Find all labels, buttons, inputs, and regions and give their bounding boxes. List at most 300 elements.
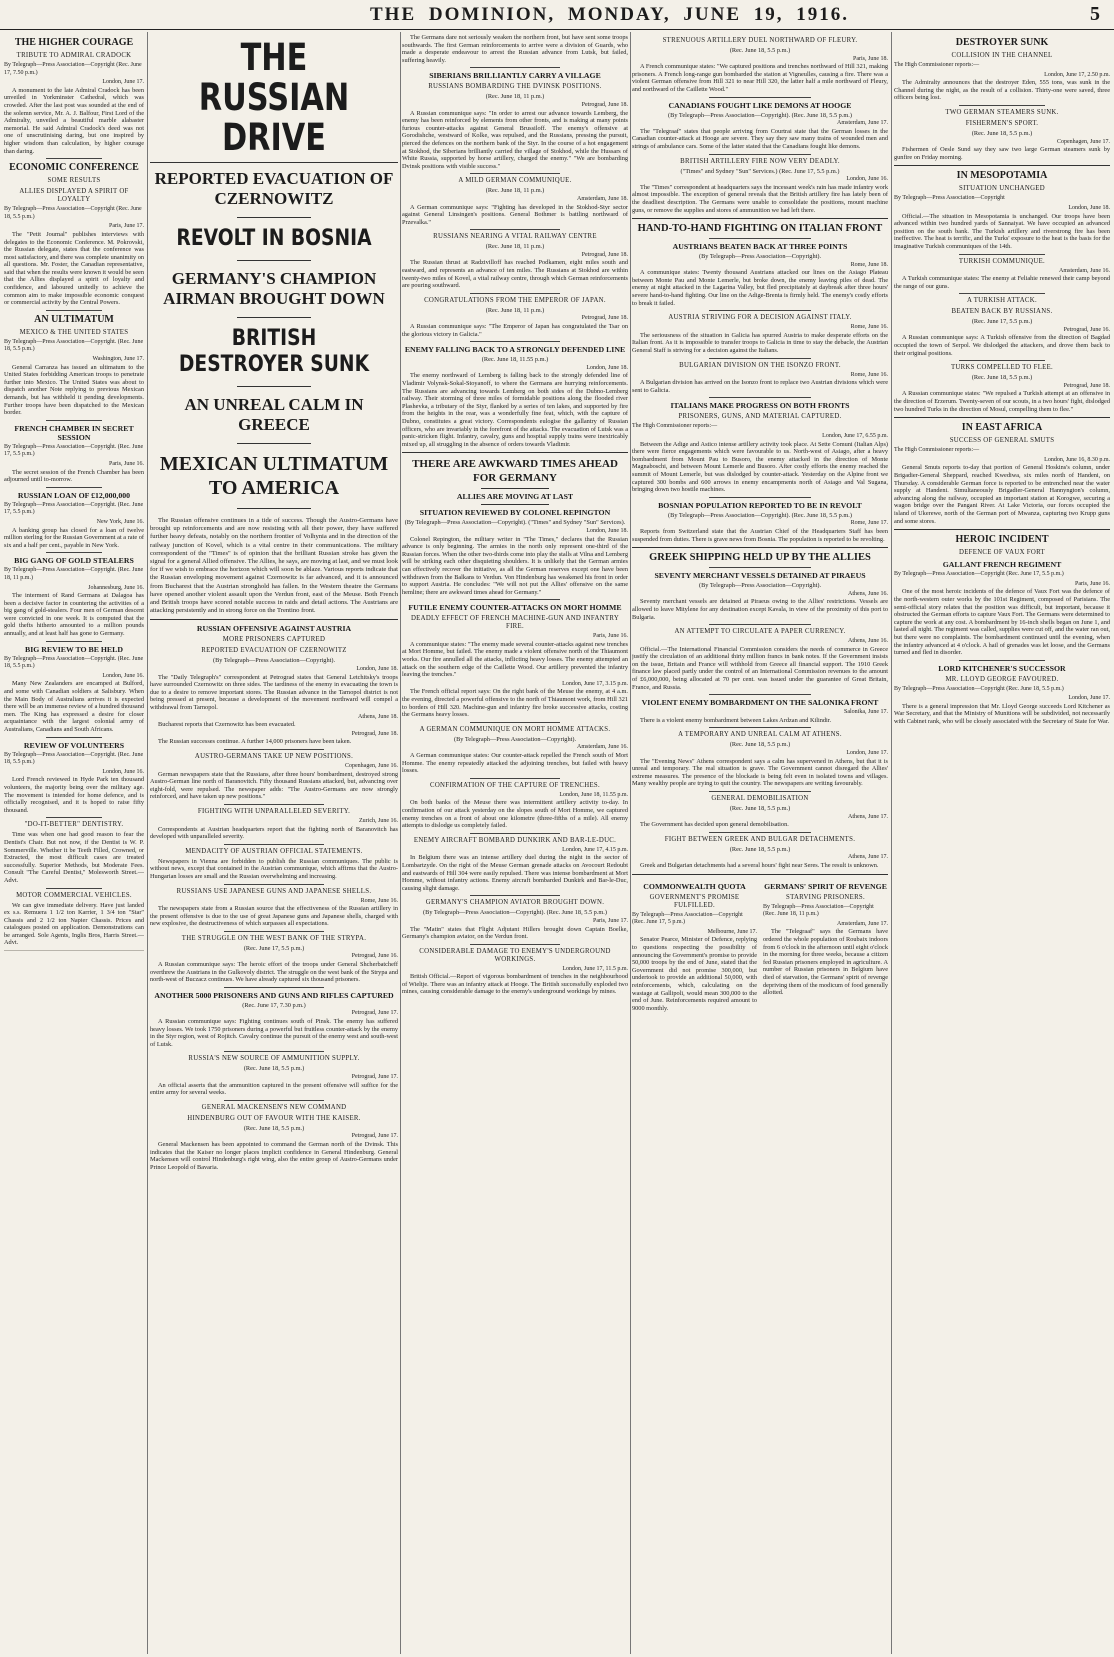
subheadline: PRISONERS, GUNS, AND MATERIAL CAPTURED.	[678, 413, 842, 421]
article-text: A communique states: Twenty thousand Austrians attacked our lines on the Asiago Plateau between Monte Pau and Monte Lemerle, but broke down, the enemy leaving piles of dead. The enemy at night attacked in the Lagarina Valley, but fled precipitately at daybreak after three hours' severe hand-to-hand fighting. Our line on the Adige-Brenta is firmly held. The enemy's costly efforts to break it failed.	[632, 269, 888, 307]
dateline: Rome, June 16.	[360, 897, 398, 904]
article-text: Between the Adige and Astico intense artillery activity took place. At Sette Comuni (Italian Alps) there were fierce engagements which were favourable to us. North-west of Asiago, after a heavy bombardment from Mount Pau to Busoro, the enemy attacked in the direction of Monte Magnaboschi, and between Mount Lemerle and Busoro. After costly efforts the enemy reached the summit of Mount Lemerle, but was dislodged by counter-attack. Yesterday on the Alpine front we captured 300 bombs and 600 arrows in enemy encampments north of Asiago and Val Sugana, bringing down two hostile machines.	[632, 440, 888, 494]
dateline: London, June 18.	[356, 666, 398, 673]
article-text: The "Times" correspondent at headquarters says the incessant week's rain has made infantry work almost impossible. The exception of general reveals that the British artillery fire has lately been of the deadliest description. The Germans were unable to consolidate the positions, mount machine guns, or remove the supplies and stores of ammunition we had left there.	[632, 183, 888, 214]
divider	[402, 452, 628, 453]
divider	[959, 293, 1045, 294]
article-text: Reports from Switzerland state that the Austrian Chief of the Headquarters Staff has been suspended from duties. There is grave news from Bosnia. The population is reported to be revolting.	[632, 527, 888, 543]
divider	[46, 310, 102, 311]
headline: BOSNIAN POPULATION REPORTED TO BE IN REVOLT	[658, 500, 862, 510]
headline: TURKS COMPELLED TO FLEE.	[950, 364, 1054, 372]
headline: SITUATION REVIEWED BY COLONEL REPINGTON	[419, 508, 611, 518]
byline: By Telegraph—Press Association—Copyright (Rec. June 17, 7.50 p.m.)	[4, 62, 142, 76]
headline: FIGHT BETWEEN GREEK AND BULGAR DETACHMENTS.	[664, 835, 856, 843]
headline: THE STRUGGLE ON THE WEST BANK OF THE STRYPA.	[181, 934, 367, 942]
dateline: Amsterdam, June 16.	[577, 744, 628, 751]
article-text: General Carranza has issued an ultimatum to the United States forbidding American troops to penetrate further into Mexico. The United States was about to dispatch another Note replying to previous Mexican demands, but has withheld it pending developments. Further troops have been dispatched to the Mexican border.	[4, 363, 144, 417]
divider	[709, 567, 811, 568]
byline: (By Telegraph—Press Association—Copyright).	[698, 582, 822, 590]
byline: (By Telegraph—Press Association—Copyright).	[698, 253, 822, 261]
divider	[959, 360, 1045, 361]
column-1	[4, 34, 144, 1650]
article-text: There is a violent enemy bombardment between Lakes Ardzan and Kilindir.	[640, 716, 832, 724]
article-text: British Official.—Report of vigorous bombardment of trenches in the neighbourhood of Wieltje. There was an infantry attack at Hooge. The British successfully exploded two mines, causing considerable damage to the enemy's underground workings by mines.	[402, 973, 628, 996]
article-text: The seriousness of the situation in Galicia has spurred Austria to make desperate efforts on the Italian front. As it is impossible to transfer troops to Galicia in time to stay the debacle, the Austrian General Staff is striving for a decision against the Italians.	[632, 331, 888, 355]
page-number: 5	[1090, 3, 1100, 25]
column-2	[150, 34, 398, 1650]
divider	[470, 722, 560, 723]
article-text: The secret session of the French Chamber has been adjourned until to-morrow.	[4, 468, 144, 484]
headline: CONGRATULATIONS FROM THE EMPEROR OF JAPAN.	[424, 296, 606, 304]
subheadline: ALLIES ARE MOVING AT LAST	[456, 492, 574, 502]
headline: AN ATTEMPT TO CIRCULATE A PAPER CURRENCY.	[674, 628, 846, 636]
subheadline: SOME RESULTS	[47, 177, 101, 185]
commonwealth-article	[632, 879, 757, 1015]
byline: (Rec. June 18, 5.5 p.m.)	[729, 47, 791, 54]
subheadline: TRIBUTE TO ADMIRAL CRADOCK	[16, 52, 132, 59]
article-text: Fishermen of Oesle Sund say they saw two large German steamers sunk by gunfire on Friday morning.	[894, 146, 1110, 161]
headline: THE HIGHER COURAGE	[14, 37, 134, 48]
article-text: On both banks of the Meuse there was intermittent artillery activity to-day. In confirmation of our attack yesterday on the slopes south of Mort Homme, we captured enemy trenches on a front of about one kilometre (three-fifths of a mile). All enemy attempts to dislodge us completely failed.	[402, 799, 628, 830]
dateline: London, June 18.	[586, 364, 628, 371]
headline: ENEMY FALLING BACK TO A STRONGLY DEFENDED LINE	[404, 345, 626, 355]
dateline: Petrograd, June 18.	[351, 730, 398, 737]
subheadline: DEFENCE OF VAUX FORT	[959, 549, 1045, 557]
headline: HEROIC INCIDENT	[955, 534, 1049, 546]
byline: (Rec. June 18, 5.5 p.m.)	[729, 845, 791, 853]
subheadline: HINDENBURG OUT OF FAVOUR WITH THE KAISER.	[187, 1114, 361, 1122]
subheadline: BEATEN BACK BY RUSSIANS.	[951, 308, 1053, 316]
divider	[632, 874, 888, 875]
headline: DESTROYER SUNK	[955, 37, 1049, 48]
headline: REVIEW OF VOLUNTEERS	[23, 740, 125, 750]
byline: (Rec. June 18, 5.5 p.m.)	[971, 374, 1033, 382]
divider	[709, 497, 811, 498]
headline: ECONOMIC CONFERENCE	[9, 162, 139, 174]
article-text: The "Daily Telegraph's" correspondent at Petrograd states that General Letchitsky's troops have surrounded Czernowitz on three sides. The tardiness of the enemy in evacuating the town is due to a desire to remove important stores. The Russian advance in the Tarnopol district is not being pressed at present, because a development of the movement northward will compel a withdrawal from Tarnopol.	[150, 673, 398, 711]
headline: RUSSIAN OFFENSIVE AGAINST AUSTRIA	[196, 624, 352, 634]
divider	[237, 386, 311, 387]
main-subheadline: MEXICAN ULTIMATUM TO AMERICA	[159, 453, 389, 499]
dateline: Petrograd, June 17.	[351, 1133, 398, 1140]
byline: The High Commissioner reports:—	[894, 62, 980, 68]
byline: (Rec. June 18, 11 p.m.)	[485, 306, 545, 314]
divider	[150, 162, 398, 163]
dateline: Paris, June 16.	[593, 633, 628, 640]
article-text: Lord French reviewed in Hyde Park ten thousand volunteers, the majority being over the military age. The movement is intended for home defence, and is officially recognised, and it is hoped to raise fifty thousand.	[4, 776, 144, 814]
divider	[894, 165, 1110, 166]
article-text: The "Evening News" Athens correspondent says a calm has supervened in Athens, but that it is unreal and temporary. The real situation is grave. The Government cannot disregard the Allies' extreme measures. The presence of the blockade is being felt even in isolated towns and villages. Many wealthy people are trying to quit the country. The newspapers are writing favourably.	[632, 757, 888, 788]
byline: (Rec. June 17, 7.30 p.m.)	[242, 1001, 306, 1009]
advertisement-text: We can give immediate delivery. Have just landed ex s.s. Remuera 1 1/2 ton Karrier, 1 3/4 ton "Star" Chassis and 2 1/2 ton Napier Chassis. Prices and catalogues posted on application. Demonstrations can be arranged. Sole Agents, Inglis Bros, Harris Street.—Advt.	[4, 901, 144, 947]
headline: ITALIANS MAKE PROGRESS ON BOTH FRONTS	[670, 401, 850, 411]
headline: IN EAST AFRICA	[961, 422, 1043, 434]
headline: A TURKISH ATTACK.	[967, 297, 1037, 305]
article-text: The French official report says: On the right bank of the Meuse the enemy, at 4 a.m. the evening, directed a powerful offensive to the north of Thiaumont work, from Hill 321 to borders of Hill 320. Machine-gun and infantry fire broke successive attacks, costing the Germans heavy losses.	[402, 688, 628, 719]
headline: A TEMPORARY AND UNREAL CALM AT ATHENS.	[678, 731, 842, 739]
headline: COMMONWEALTH QUOTA	[643, 881, 746, 891]
column-4	[632, 34, 888, 1650]
byline: (Rec. June 18, 11 p.m.)	[485, 243, 545, 251]
divider	[224, 844, 323, 845]
headline: GERMANS' SPIRIT OF REVENGE	[764, 881, 887, 891]
dateline: Rome, June 18.	[850, 261, 888, 268]
byline: The High Commissioner reports:—	[632, 423, 718, 430]
divider	[470, 173, 560, 174]
article-text: General Mackensen has been appointed to command the German north of the Dvinsk. This indicates that the Kaiser no longer places implicit confidence in General Hindenburg. General Mackensen will control Hindenburg's right wing, also the entire group of Austro-Germans under Prince Leopold of Bavaria.	[150, 1140, 398, 1171]
headline: ENEMY AIRCRAFT BOMBARD DUNKIRK AND BAR-LE-DUC.	[413, 836, 617, 844]
dateline: London, June 17, 3.15 p.m.	[562, 680, 628, 687]
byline: By Telegraph—Press Association—Copyright. (Rec. June 18, 5.5 p.m.)	[4, 751, 144, 766]
byline: (Rec. June 18, 5.5 p.m.)	[243, 1124, 305, 1132]
article-text: The "Telegraaf" says the Germans have ordered the whole population of Roubaix indoors from 6 o'clock in the afternoon until eight o'clock in the morning for three weeks, because a citizen fed Russian prisoners employed in agriculture. A number of Russian prisoners in Belgium have died of starvation, the Germans' spirit of revenge depriving them of the modicum of food generally allotted.	[763, 928, 888, 997]
dateline: London, June 18.	[586, 527, 628, 534]
article-text: A French communique states: "We captured positions and trenches northward of Hill 321, making prisoners. A French long-range gun bombarded the station at Vigneulles, causing a fire. There was a violent German offensive from Hill 321 to near Hill 320, the latter half a mile northward of Fleury, and northward of the Caillette Wood."	[632, 63, 888, 93]
article-text: Senator Pearce, Minister of Defence, replying to questions respecting the possibility of announcing the Government's promise to provide 50,000 troops by the end of June, stated that the Government did not promise 300,000, but undertook to provide an additional 50,000, with reinforcements, which, calculating on the wastage at Gallipoli, would mean 300,000 to the end of June. Reinforcements required amount to 9000 monthly.	[632, 936, 757, 1012]
dateline: Petrograd, June 18.	[1063, 382, 1110, 389]
byline: (Rec. June 18, 5.5 p.m.)	[729, 805, 791, 812]
dateline: Paris, June 16.	[109, 460, 144, 467]
headline: LORD KITCHENER'S SUCCESSOR	[938, 663, 1066, 673]
headline: HAND-TO-HAND FIGHTING ON ITALIAN FRONT	[637, 223, 883, 235]
article-text: A Russian communique says: The heroic effort of the troops under General Shcherbatcheff overthrew the Austrians in the Gulkovoly district. The struggle on the west bank of the Strypa and north-west of Buczacz continues. We have already captured six thousand prisoners.	[150, 961, 398, 984]
byline: (Rec. June 18, 5.5 p.m.)	[729, 741, 791, 749]
dateline: Amsterdam, June 16.	[1059, 267, 1110, 274]
headline: GREEK SHIPPING HELD UP BY THE ALLIES	[649, 552, 871, 564]
two-column-block	[632, 879, 888, 1015]
subheadline: RUSSIANS BOMBARDING THE DVINSK POSITIONS.	[428, 83, 602, 91]
subheadline: GALLANT FRENCH REGIMENT	[942, 560, 1062, 570]
byline: (By Telegraph—Press Association—Copyright). (Rec. June 18, 5.5 p.m.)	[668, 511, 852, 519]
headline: GENERAL DEMOBILISATION	[711, 795, 809, 802]
divider	[224, 804, 323, 805]
article-text: A Russian communique says: A Turkish offensive from the direction of Bagdad occupied the town of Serpol. We dislodged the attackers, and drove them back to their original positions.	[894, 334, 1110, 357]
dateline: Salonika, June 17.	[844, 709, 888, 716]
headline: TWO GERMAN STEAMERS SUNK.	[945, 108, 1059, 116]
subheadline: SEVENTY MERCHANT VESSELS DETAINED AT PIRAEUS	[654, 571, 866, 581]
divider	[470, 341, 560, 342]
headline: STRENUOUS ARTILLERY DUEL NORTHWARD OF FLEURY.	[662, 37, 858, 44]
subheadline: COLLISION IN THE CHANNEL	[951, 52, 1053, 59]
dateline: London, June 17, 4.15 p.m.	[562, 846, 628, 853]
article-text: In Belgium there was an intense artillery duel during the night in the sector of Lombartzyde. On the right of the Meuse German grenade attacks on Avocourt Redoubt and eastwards of Hill 304 were easily repulsed. There was intense bombardment at Mort Homme, without infantry actions. Enemy aircraft bombarded Dunkirk and Bar-le-Duc, causing slight damage.	[402, 854, 628, 892]
byline: By Telegraph—Press Association—Copyright (Rec. June 18, 11 p.m.)	[763, 903, 874, 918]
headline: ANOTHER 5000 PRISONERS AND GUNS AND RIFLES CAPTURED	[154, 990, 394, 1000]
divider	[481, 504, 549, 505]
article-text: There is a general impression that Mr. Lloyd George succeeds Lord Kitchener as War Secretary, and that the Ministry of Munitions will be subdivided, not necessarily with Cabinet rank, who will be closely associated with the Secretary of State for War.	[894, 702, 1110, 726]
main-subheadline: AN UNREAL CALM IN GREECE	[184, 395, 364, 434]
dateline: Petrograd, June 16.	[1063, 326, 1110, 333]
dateline: Petrograd, June 17.	[351, 1010, 398, 1017]
article-text: A German communique says: "Fighting has developed in the Stokhod-Styr sector against General Linsingen's positions. General Bothmer is battling northward of Przevalka."	[402, 203, 628, 226]
article-text: The interment of Rand Germans at Dalagoa has been a decisive factor in countering the activities of a big gang of gold-stealers. Four men of German descent were convicted in one week. It is computed that the gold thefts hitherto amounted to a million pounds annually, and at least half has gone to Germany.	[4, 592, 144, 638]
dateline: Rome, June 16.	[850, 371, 888, 378]
dateline: London, June 18.	[1068, 204, 1110, 211]
divider	[470, 895, 560, 896]
byline: (By Telegraph—Press Association—Copyright). (Rec. June 18, 5.5 p.m.)	[423, 909, 607, 917]
column-divider	[400, 32, 401, 1654]
divider	[46, 737, 102, 738]
divider	[4, 950, 144, 951]
dateline: Athens, June 17.	[848, 854, 888, 861]
dateline: London, June 17, 6.55 p.m.	[822, 433, 888, 439]
dateline: London, June 16, 8.30 p.m.	[1044, 456, 1110, 463]
divider	[709, 310, 811, 311]
divider	[237, 317, 311, 318]
dateline: London, June 16.	[102, 672, 144, 679]
article-text: Bucharest reports that Czernowitz has been evacuated.	[158, 721, 296, 729]
headline: GENERAL MACKENSEN'S NEW COMMAND	[201, 1103, 347, 1111]
headline: RUSSIA'S NEW SOURCE OF AMMUNITION SUPPLY.	[188, 1055, 360, 1063]
subheadline: FISHERMEN'S SPORT.	[965, 119, 1039, 127]
divider	[709, 727, 811, 728]
dateline: London, June 16.	[102, 768, 144, 775]
divider	[481, 488, 549, 489]
headline: IN MESOPOTAMIA	[956, 170, 1048, 182]
article-text: The "Telegraaf" states that people arriving from Courtrai state that the German losses in the Canadian counter-attack at Hooge are severe. They say they saw many trains of wounded men and strings of ambulance cars. Some of the latter stated that the Canadians fought like demons.	[632, 127, 888, 150]
main-subheadline: REVOLT IN BOSNIA	[176, 226, 372, 251]
headline: A GERMAN COMMUNIQUE ON MORT HOMME ATTACKS.	[419, 725, 611, 733]
divider	[224, 931, 323, 932]
byline: (Rec. June 18, 11 p.m.)	[485, 187, 545, 195]
byline: (Rec. June 17, 5.5 p.m.)	[971, 318, 1033, 326]
divider	[709, 154, 811, 155]
byline: (By Telegraph—Press Association—Copyright). (Rec. June 18, 5.5 p.m.)	[668, 111, 852, 119]
divider	[470, 293, 560, 294]
article-text: Many New Zealanders are encamped at Bulford, and some with Canadian soldiers at Salisbury. When the Main Body of Australians arrives it is expected there will be an immense review of a hundred thousand men. The King has expressed a desire for closer acquaintance with the largest colonial army of Australians, Canadians and South Africans.	[4, 680, 144, 733]
headline: AN ULTIMATUM	[34, 313, 114, 325]
subheadline: AUSTRIANS BEATEN BACK AT THREE POINTS	[672, 242, 848, 252]
divider	[709, 624, 811, 625]
article-text: Colonel Repington, the military writer in "The Times," declares that the Russian advance is only beginning. The armies in the north only represent one-third of the Russian forces. When the other two-thirds come into play the stalls at Vilna and Lemberg will be striking each other disquieting shoulders. It is unlikely that the German armies can effectively recover the initiative, as all the German reserves except one have been withdrawn from the Balkans to Verdun. Von Hindenburg has weakened his front in order to support Austria. He concludes: "We will not put the Allies' offensive on the same hemline; there are awkward times ahead for Germany."	[402, 535, 628, 596]
dateline: Copenhagen, June 17.	[1057, 138, 1110, 145]
divider	[709, 238, 811, 239]
headline: THERE ARE AWKWARD TIMES AHEAD FOR GERMANY	[412, 458, 618, 485]
byline: ("Times" and Sydney "Sun" Services.) (Rec. June 17, 5.5 p.m.)	[680, 167, 840, 175]
subheadline: DEADLY EFFECT OF FRENCH MACHINE-GUN AND INFANTRY FIRE.	[410, 615, 620, 631]
article-text: A Russian communique says: Fighting continues south of Pinsk. The enemy has suffered heavy losses. We took 1750 prisoners during a powerful but fruitless counter-attack by the enemy in the Styr region, west of Rojitch. Cavalry continue the pursuit of the enemy west and south-west of Lutsk.	[150, 1018, 398, 1048]
divider	[46, 420, 102, 421]
byline: (Rec. June 18, 5.5 p.m.)	[971, 129, 1033, 137]
divider	[959, 105, 1045, 106]
dateline: Petrograd, June 18.	[581, 251, 628, 258]
byline: By Telegraph—Press Association—Copyright. (Rec. June 17, 5.5 p.m.)	[4, 501, 144, 516]
subheadline: MEXICO & THE UNITED STATES	[19, 328, 129, 336]
subheadline: SITUATION UNCHANGED	[959, 185, 1045, 193]
headline: FRENCH CHAMBER IN SECRET SESSION	[14, 423, 134, 442]
dateline: Washington, June 17.	[92, 356, 144, 363]
headline: FUTILE ENEMY COUNTER-ATTACKS ON MORT HOMME	[408, 603, 622, 613]
dateline: London, June 18, 11.55 p.m.	[559, 791, 628, 798]
dateline: Johannesburg, June 16.	[88, 584, 144, 591]
dateline: Copenhagen, June 16.	[345, 762, 398, 769]
article-text: The Admiralty announces that the destroyer Eden, 555 tons, was sunk in the Channel during the night, as the result of a collision. Thirty-one were saved, three officers being lost.	[894, 79, 1110, 102]
dateline: Athens, June 16.	[848, 638, 888, 645]
divider	[894, 529, 1110, 530]
headline: RUSSIANS USE JAPANESE GUNS AND JAPANESE SHELLS.	[176, 887, 372, 895]
advertisement-heading: "DO-IT-BETTER" DENTISTRY.	[24, 821, 124, 829]
divider	[46, 158, 102, 159]
divider	[150, 619, 398, 620]
divider	[470, 229, 560, 230]
divider	[224, 884, 323, 885]
dateline: Athens, June 16.	[848, 590, 888, 597]
dateline: London, June 17, 11.5 p.m.	[562, 965, 628, 972]
headline: FIGHTING WITH UNPARALLELED SEVERITY.	[197, 807, 351, 815]
subheadline: MR. LLOYD GEORGE FAVOURED.	[945, 675, 1059, 683]
byline: By Telegraph—Press Association—Copyright (Rec. June 18, 5.5 p.m.)	[4, 206, 142, 220]
article-text: The "Petit Journal" publishes interviews with delegates to the Economic Conference. M. Pokrovski, the Russian delegate, states that the conference was most satisfactory, and there was complete unanimity on all questions. Mr. Foster, the Canadian representative, said that when the results were known it would be seen that the Allies displayed a spirit of loyalty and confidence, and laboured unitedly to achieve the common aim to make impossible economic conquest or commercial activity by the Central Powers.	[4, 230, 144, 307]
dateline: London, June 17, 2.50 p.m.	[1044, 71, 1110, 78]
dateline: Rome, June 17.	[850, 520, 888, 527]
headline: CONSIDERABLE DAMAGE TO ENEMY'S UNDERGROUND WORKINGS.	[419, 947, 611, 963]
newspaper-title: THE DOMINION, MONDAY, JUNE 19, 1916.	[370, 4, 850, 25]
masthead	[0, 0, 1114, 30]
dateline: Petrograd, June 16.	[351, 953, 398, 960]
article-text: The "Matin" states that Flight Adjutant Hillers brought down Captain Boelke, Germany's champion aviator, on the Verdun front.	[402, 925, 628, 941]
headline: RUSSIAN LOAN OF £12,000,000	[17, 490, 131, 500]
headline: RUSSIANS NEARING A VITAL RAILWAY CENTRE	[433, 233, 597, 241]
headline: AUSTRO-GERMANS TAKE UP NEW POSITIONS.	[194, 752, 354, 760]
headline: GERMANY'S CHAMPION AVIATOR BROUGHT DOWN.	[425, 899, 605, 907]
article-text: The Germans dare not seriously weaken the northern front, but have sent some troops southwards. The first German reinforcements to arrive were a division of Guards, who made a desperate endeavour to arrest the Russian advance from Lutsk, but failed, suffering heavily.	[402, 34, 628, 64]
byline: By Telegraph—Press Association—Copyright. (Rec. June 18, 5.5 p.m.)	[4, 655, 144, 670]
main-subheadline: GERMANY'S CHAMPION AIRMAN BROUGHT DOWN	[163, 269, 385, 308]
headline: BRITISH ARTILLERY FIRE NOW VERY DEADLY.	[680, 157, 840, 165]
article-text: The enemy northward of Lemberg is falling back to the strongly defended line of Vladimir Volynsk-Sokal-Stoyanoff, to where the Germans are hurrying reinforcements. The Russians are advancing towards Lemberg on both sides of the Dubno-Lemberg railway. Their storming of three miles of formidable positions along the flooded river Plashevka, a tributary of the Styr, flanked by a series of ten lakes, and supported by fire from the heights in the rear, was a wonderfully fine feat, which, with the capture of Dubno, constitutes a great victory. Correspondents eulogise the gallantry of Russian officers, who are invariably in the forefront of the attacks. The evacuation of Lutsk was a panic-stricken flight. Infantry, cavalry, guns and hospital supply trains were inextricably mixed up, all struggling in the absence of orders towards Vladimir.	[402, 372, 628, 448]
article-text: Official.—The situation in Mesopotamia is unchanged. Our troops have been advanced within two hundred yards of Sannaiyat. We have occupied an advanced position on the south bank. The Turkish artillery and riverstrong fire has been ineffective. The heat is terrific, and the Turks' exposure to the heat is the basis for the imaginative Turkish communiques of the 14th.	[894, 212, 1110, 250]
article-text: A Turkish communique states: The enemy at Feliahie renewed their camp beyond the range of our guns.	[894, 275, 1110, 290]
byline: (By Telegraph—Press Association—Copyright).	[212, 657, 336, 665]
dateline: Petrograd, June 17.	[351, 1074, 398, 1080]
headline: AUSTRIA STRIVING FOR A DECISION AGAINST ITALY.	[668, 314, 852, 322]
article-text: A communique states: "The enemy made several counter-attacks against new trenches at Mort Homme, but failed. The enemy made a violent offensive north of the Thiaumont works. Our fire annulled all the attacks, inflicting heavy losses. The enemy attempted an attack on the southern edge of the Caillette Wood. Our artillery prevented the infantry leaving the trenches."	[402, 640, 628, 679]
divider	[959, 254, 1045, 255]
dateline: Athens, June 17.	[848, 813, 888, 820]
dateline: Amsterdam, June 17.	[837, 920, 888, 927]
headline: SIBERIANS BRILLIANTLY CARRY A VILLAGE	[429, 71, 601, 81]
germans-revenge-article	[763, 879, 888, 1015]
dateline: London, June 17.	[846, 750, 888, 757]
divider	[709, 97, 811, 98]
article-text: The Russian thrust at Radzivilloff has reached Podkamen, eight miles south and eastward, and represents an advance of ten miles. The Russians at Stokhod are within twenty-two miles of Kovel, a vital railway centre, through which German reinforcements are pouring southward.	[402, 259, 628, 290]
headline: BIG REVIEW TO BE HELD	[25, 644, 123, 654]
article-text: A Bulgarian division has arrived on the Isonzo front to replace two Austrian divisions which were sent to Galicia.	[632, 379, 888, 394]
article-text: One of the most heroic incidents of the defence of Vaux Fort was the defence of the north-western outer works by the 101st Regiment, composed of Parisians. The semi-official story relates that the position was difficult, but important, because it obstructed the German efforts to capture Vaux Fort. The Germans were determined to capture the work at any cost. A bombardment by 16-inch shells began on June 1, and lasted all night. The regiment was called, supplies were cut off, and the water ran out, but there were no complaints. The bombardment continued until the evening, when the infantry advanced at 4 o'clock. A hail of grenades was let loose, and the Germans turned and fled in disorder.	[894, 588, 1110, 657]
divider	[470, 833, 560, 834]
article-text: General Smuts reports to-day that portion of General Hoskins's column, under Brigadier-General Sheppard, reached Kwediwa, six miles north of Handeni, on Thursday. A considerable German force is reported to be entrenched near the water supply at Handeni. Simultaneously Brigadier-General Hannyngton's column, advancing along the railway, occupied an important station at Korogwe, securing a wagon bridge over the Pangani River. At Lake Victoria, our forces occupied the island of Ukerewe, north of the German port of Mwanza, capturing two Krupp guns and some stores.	[894, 464, 1110, 525]
byline: (Rec. June 18, 5.5 p.m.)	[243, 1065, 305, 1073]
column-divider	[891, 32, 892, 1654]
dateline: Paris, June 17.	[109, 223, 144, 230]
dateline: Petrograd, June 18.	[581, 315, 628, 322]
article-text: Newspapers in Vienna are forbidden to publish the Russian communiques. The public is without news, except that contained in the Austrian communique, which affirms that the Austro-Hungarian losses are small and the Russian overwhelming and increasing.	[150, 857, 398, 880]
divider	[46, 552, 102, 553]
byline: (Rec. June 17, 5.5 p.m.)	[243, 944, 305, 952]
advertisement-heading: MOTOR COMMERCIAL VEHICLES.	[16, 891, 132, 899]
dateline: Athens, June 18.	[358, 713, 398, 720]
article-text: An official asserts that the ammunition captured in the present offensive will suffice for the entire army for several weeks.	[150, 1081, 398, 1097]
dateline: Amsterdam, June 18.	[577, 195, 628, 202]
article-text: The Government has decided upon general demobilisation.	[640, 821, 789, 829]
divider	[237, 508, 311, 509]
headline: VIOLENT ENEMY BOMBARDMENT ON THE SALONIKA FRONT	[641, 698, 879, 708]
byline: By Telegraph—Press Association—Copyright	[894, 195, 1005, 202]
dateline: Zurich, June 16.	[359, 817, 398, 824]
dateline: London, June 16.	[846, 176, 888, 183]
divider	[46, 641, 102, 642]
article-text: German newspapers state that the Russians, after three hours' bombardment, destroyed strong Austro-German line north of Baranovitch. Fifty thousand Russians attacked, but, advancing over eight-fold, were repulsed. The newspaper adds: "The Austro-Germans are now strongly reinforced, and have taken up new positions."	[150, 770, 398, 801]
article-text: A monument to the late Admiral Cradock has been unveiled in Yorkminster Cathedral, which was crowded. After the last post was sounded at the end of the solemn service, Mr. A. J. Balfour, First Lord of the Admiralty, unveiled a beautiful marble alabaster memorial. He said Admiral Cradock's deed was not one of unscrutinising daring, but one inspired by higher wisdom than calculation, by higher courage than daring.	[4, 86, 144, 155]
divider	[470, 67, 560, 68]
byline: By Telegraph—Press Association—Copyright. (Rec. June 18, 5.5 p.m.)	[4, 338, 144, 353]
dateline: Melbourne, June 17.	[707, 928, 757, 935]
divider	[632, 547, 888, 548]
article-text: Greek and Bulgarian detachments had a several hours' fight near Seres. The result is unknown.	[640, 861, 879, 869]
divider	[894, 417, 1110, 418]
main-subheadline: REPORTED EVACUATION OF CZERNOWITZ	[154, 169, 394, 208]
subheadline: STARVING PRISONERS.	[785, 893, 865, 901]
article-text: Correspondents at Austrian headquarters report that the fighting north of Baranovitch has developed with unparalleled severity.	[150, 825, 398, 841]
divider	[224, 1100, 323, 1101]
headline: TURKISH COMMUNIQUE.	[958, 257, 1046, 265]
dateline: Paris, June 17.	[593, 917, 628, 924]
byline: (By Telegraph—Press Association—Copyright). ("Times" and Sydney "Sun" Services).	[404, 519, 626, 527]
divider	[237, 217, 311, 218]
byline: (Rec. June 18, 11 p.m.)	[485, 93, 545, 101]
dateline: New York, June 16.	[96, 518, 144, 525]
divider	[224, 1051, 323, 1052]
headline: CANADIANS FOUGHT LIKE DEMONS AT HOOGE	[668, 100, 852, 110]
byline: (By Telegraph—Press Association—Copyright).	[453, 735, 577, 743]
divider	[470, 944, 560, 945]
subheadline: REPORTED EVACUATION OF CZERNOWITZ	[201, 647, 347, 655]
subheadline: SUCCESS OF GENERAL SMUTS	[949, 437, 1055, 445]
divider	[224, 749, 323, 750]
divider	[632, 218, 888, 219]
divider	[959, 660, 1045, 661]
divider	[709, 791, 811, 792]
divider	[46, 487, 102, 488]
divider	[709, 694, 811, 695]
article-text: The Russian successes continue. A further 14,000 prisoners have been taken.	[158, 738, 352, 746]
divider	[224, 987, 323, 988]
column-divider	[147, 32, 148, 1654]
dateline: Petrograd, June 18.	[581, 101, 628, 108]
dateline: Paris, June 16.	[1075, 580, 1110, 587]
dateline: Rome, June 16.	[850, 324, 888, 331]
byline: By Telegraph—Press Association—Copyright. (Rec. June 17, 5.5 p.m.)	[4, 443, 144, 458]
dateline: London, June 17.	[102, 79, 144, 86]
subheadline: MORE PRISONERS CAPTURED	[222, 636, 326, 644]
subheadline: ALLIES DISPLAYED A SPIRIT OF LOYALTY	[19, 188, 129, 204]
divider	[237, 443, 311, 444]
divider	[46, 817, 102, 818]
divider	[470, 778, 560, 779]
divider	[709, 832, 811, 833]
lead-text: The Russian offensive continues in a tide of success. Though the Austro-Germans have brought up reinforcements and are now resisting with all their power, they have suffered further heavy defeats, notably on the northern frontier of Volhynia and in the direction of the railway junction of Kovel, which is a vital centre in their communications. The military correspondent of the "Times" is of opinion that the brilliant Russian stroke has given the signal for a general Allied offensive. The Allies, he says, are moving at last, and we must look for if we wish to embrace the horizon which will soon be ablaze. Various reports indicate that the Russian enveloping movement against Czernowitz is far advanced, and it is announced from Bucharest that the Austrian stronghold has fallen. In the Western theatre the Germans have opened another violent assault upon the Verdun front, east of the Meuse. Both French and British troops have scored notable success in raids and detail actions. The Austrians are attacking persistently and in strong force on the Trentino front.	[150, 517, 398, 615]
article-text: A Russian communique says: "In order to arrest our advance towards Lemberg, the enemy has been reinforced by elements from other fronts, and is making at many points furious counter-attacks against General Brussiloff. The enemy's offensive at Gorodishche, westward of Kolke, was repulsed, and the Russians, pressing the pursuit, pierced the defences on the northern bank of the Styr. In the course of a hot engagement at Stokhod, the Siberians brilliantly carried the village of Stokhod, while the Hussars of White Russia, supported by horse artillery, charged the enemy." "We are bombarding Dvinsk positions with visible success."	[402, 109, 628, 170]
column-divider	[630, 32, 631, 1654]
byline: By Telegraph—Press Association—Copyright. (Rec. June 18, 11 p.m.)	[4, 567, 144, 581]
divider	[709, 358, 811, 359]
article-text: A Russian communique states: "We repulsed a Turkish attempt at an offensive in the direction of Erzerum. Twenty-seven of our scouts, in a two hours' fight, dislodged two hundred Turks in the direction of Mosul, compelling them to flee."	[894, 390, 1110, 413]
dateline: London, June 17.	[1068, 695, 1110, 702]
headline: MENDACITY OF AUSTRIAN OFFICIAL STATEMENTS.	[185, 847, 363, 855]
headline: BULGARIAN DIVISION ON THE ISONZO FRONT.	[679, 361, 841, 369]
advertisement-text: Time was when one had good reason to fear the Dentist's Chair. But not now, if the Dentist is W. P. Sommerville. Whether it be Teeth Filled, Crowned, or Extracted, the most difficult cases are treated successfully. Superior Methods, but Moderate Fees. Consult "The Careful Dentist," Molesworth Street.—Advt.	[4, 831, 144, 884]
headline: CONFIRMATION OF THE CAPTURE OF TRENCHES.	[430, 781, 600, 789]
